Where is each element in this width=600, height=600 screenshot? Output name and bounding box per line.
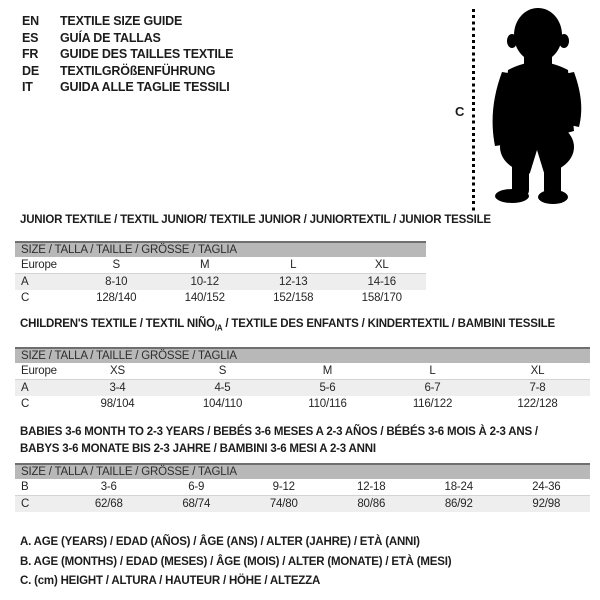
table-row	[15, 274, 426, 291]
size-cell: 6-9	[153, 479, 241, 496]
table-header-label: SIZE / TALLA / TAILLE / GRÖSSE / TAGLIA	[15, 242, 426, 257]
size-cell: 68/74	[153, 496, 241, 513]
language-row-fr	[22, 46, 233, 63]
size-cell: 12-18	[328, 479, 416, 496]
size-cell: M	[275, 363, 380, 380]
size-cell: 18-24	[415, 479, 503, 496]
language-row-de	[22, 63, 233, 80]
table-row	[15, 363, 590, 380]
language-code: ES	[22, 30, 39, 45]
table-header-row	[15, 464, 590, 479]
junior-size-table	[15, 241, 426, 306]
language-title: TEXTILE SIZE GUIDE	[60, 14, 183, 28]
table-row	[15, 257, 426, 274]
row-label: A	[15, 380, 65, 397]
size-cell: 86/92	[415, 496, 503, 513]
language-code: FR	[22, 47, 39, 62]
children-size-table	[15, 347, 590, 412]
footnotes	[20, 533, 451, 592]
size-cell: 3-6	[65, 479, 153, 496]
section-title-babies	[20, 424, 538, 457]
footnote-a: A. AGE (YEARS) / EDAD (AÑOS) / ÂGE (ANS) / ALTER (JAHRE) / ETÀ (ANNI)	[20, 536, 420, 548]
height-measure-dotted-line	[472, 9, 475, 212]
size-cell: 7-8	[485, 380, 590, 397]
size-cell: 9-12	[240, 479, 328, 496]
toddler-silhouette-icon	[478, 6, 593, 206]
table-header-label: SIZE / TALLA / TAILLE / GRÖSSE / TAGLIA	[15, 464, 590, 479]
size-cell: 92/98	[503, 496, 591, 513]
table-row	[15, 380, 590, 397]
table-header-row	[15, 242, 426, 257]
size-cell: 3-4	[65, 380, 170, 397]
size-cell: 5-6	[275, 380, 380, 397]
language-code: DE	[22, 63, 39, 78]
language-title: GUIDE DES TAILLES TEXTILE	[60, 47, 234, 62]
size-cell: S	[72, 257, 161, 274]
size-cell: XL	[338, 257, 427, 274]
size-cell: M	[161, 257, 250, 274]
row-label: A	[15, 274, 72, 291]
language-title: GUIDA ALLE TAGLIE TESSILI	[60, 80, 230, 95]
title-line-1: BABIES 3-6 MONTH TO 2-3 YEARS / BEBÉS 3-6 MESES A 2-3 AÑOS / BÉBÉS 3-6 MOIS À 2-3 ANS /	[20, 426, 538, 438]
size-cell: 6-7	[380, 380, 485, 397]
table-row	[15, 496, 590, 513]
language-legend	[22, 13, 233, 96]
size-cell: L	[249, 257, 338, 274]
language-code: EN	[22, 14, 39, 28]
size-cell: 4-5	[170, 380, 275, 397]
title-line-2: BABYS 3-6 MONATE BIS 2-3 JAHRE / BAMBINI 3-6 MESI A 2-3 ANNI	[20, 442, 376, 455]
babies-size-table	[15, 463, 590, 512]
footnote-c: C. (cm) HEIGHT / ALTURA / HAUTEUR / HÖHE / ALTEZZA	[20, 575, 321, 587]
height-marker-label: C	[455, 104, 465, 119]
table-row	[15, 290, 426, 306]
language-row-en	[22, 13, 233, 30]
size-cell: XS	[65, 363, 170, 380]
size-cell: 74/80	[240, 496, 328, 513]
footnote-b: B. AGE (MONTHS) / EDAD (MESES) / ÂGE (MOIS) / ALTER (MONATE) / ETÀ (MESI)	[20, 555, 452, 568]
language-code: IT	[22, 80, 33, 95]
size-cell: 104/110	[202, 398, 243, 410]
row-label: Europe	[15, 257, 72, 274]
size-cell: 24-36	[503, 479, 591, 496]
size-cell: 122/128	[517, 398, 558, 410]
section-title-children	[20, 318, 555, 332]
table-header-row	[15, 348, 590, 363]
title-text: CHILDREN'S TEXTILE / TEXTIL NIÑO	[20, 318, 215, 330]
size-cell: 98/104	[100, 398, 135, 410]
row-label: C	[15, 496, 65, 513]
title-subscript: /A	[214, 323, 223, 333]
size-cell: L	[380, 363, 485, 380]
row-label: Europe	[15, 363, 65, 380]
language-row-es	[22, 30, 233, 47]
size-cell: 14-16	[338, 274, 427, 291]
language-title: GUÍA DE TALLAS	[60, 30, 161, 45]
row-label: B	[15, 479, 65, 496]
size-cell: 128/140	[96, 292, 137, 304]
language-row-it	[22, 79, 233, 96]
language-title: TEXTILGRÖßENFÜHRUNG	[60, 63, 216, 78]
table-header-label: SIZE / TALLA / TAILLE / GRÖSSE / TAGLIA	[15, 348, 590, 363]
title-text: / TEXTILE DES ENFANTS / KINDERTEXTIL / BAMBINI TESSILE	[222, 318, 555, 330]
section-title-junior: JUNIOR TEXTILE / TEXTIL JUNIOR/ TEXTILE JUNIOR / JUNIORTEXTIL / JUNIOR TESSILE	[20, 214, 491, 226]
size-cell: 140/152	[184, 292, 225, 304]
size-cell: S	[170, 363, 275, 380]
table-row	[15, 479, 590, 496]
size-cell: 80/86	[328, 496, 416, 513]
table-row	[15, 396, 590, 412]
size-cell: 158/170	[361, 292, 402, 304]
size-cell: 10-12	[161, 274, 250, 291]
size-cell: 12-13	[249, 274, 338, 291]
size-cell: 62/68	[65, 496, 153, 513]
row-label: C	[21, 292, 30, 304]
row-label: C	[21, 398, 30, 410]
size-cell: 152/158	[273, 292, 314, 304]
size-cell: 110/116	[308, 398, 347, 410]
size-cell: 116/122	[412, 398, 453, 410]
size-cell: XL	[485, 363, 590, 380]
size-cell: 8-10	[72, 274, 161, 291]
